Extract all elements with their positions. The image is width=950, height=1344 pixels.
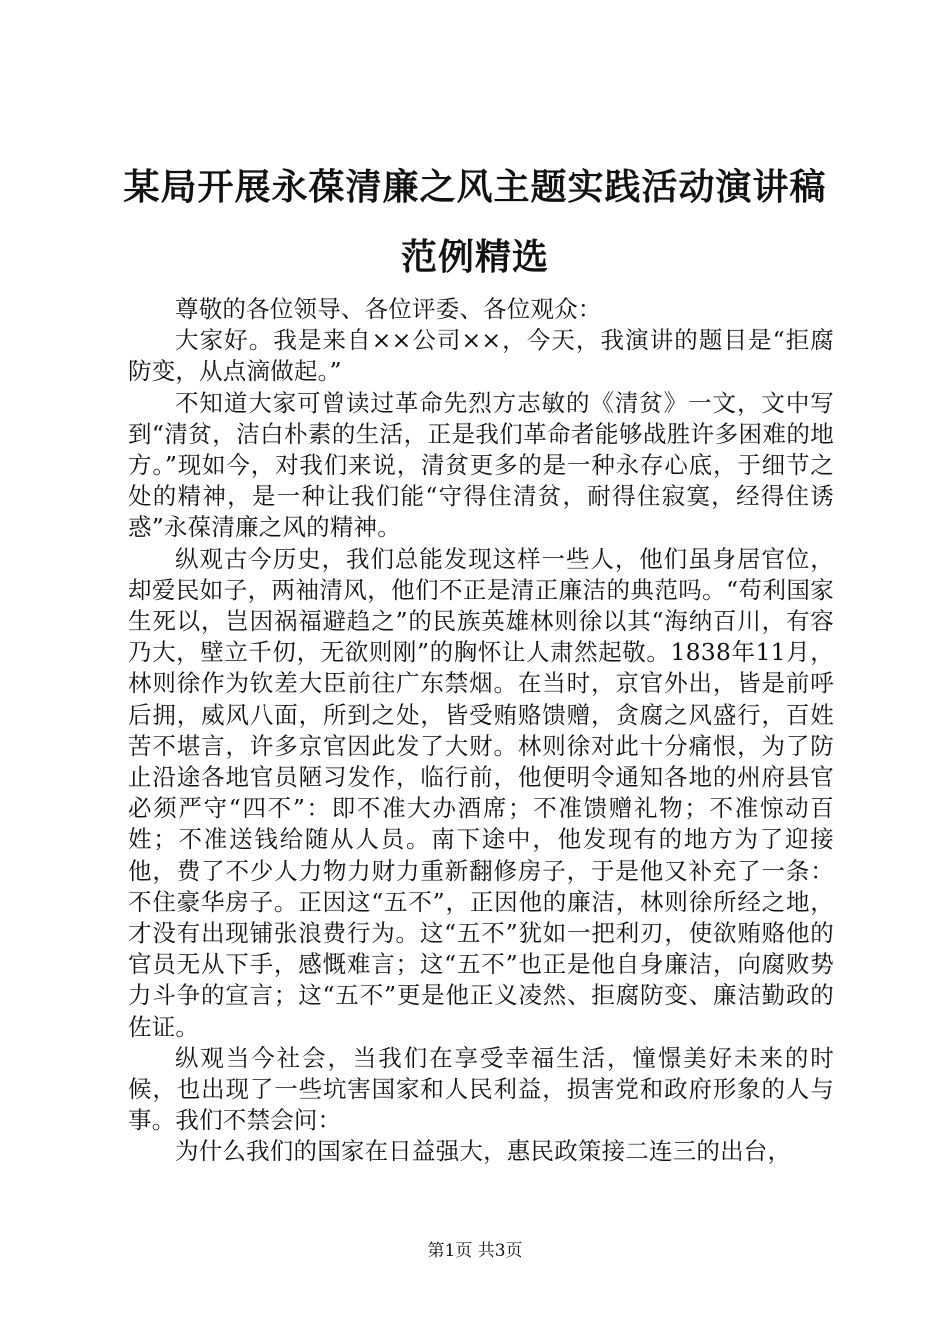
- paragraph-qingpin: 不知道大家可曾读过革命先烈方志敏的《清贫》一文，文中写到“清贫，洁白朴素的生活，正是我们革命者能够战胜许多困难的地方。”现如今，对我们来说，清贫更多的是一种永存心底，于细节之处的精神，是一种让我们能“守得住清贫，耐得住寂寞，经得住诱惑”永葆清廉之风的精神。: [128, 388, 834, 542]
- paragraph-greeting: 大家好。我是来自××公司××，今天，我演讲的题目是“拒腐防变，从点滴做起。”: [128, 326, 834, 386]
- paragraph-society: 纵观当今社会，当我们在享受幸福生活，憧憬美好未来的时候，也出现了一些坑害国家和人民利益，损害党和政府形象的人与事。我们不禁会问：: [128, 1043, 834, 1135]
- paragraph-history: 纵观古今历史，我们总能发现这样一些人，他们虽身居官位，却爱民如子，两袖清风，他们不正是清正廉洁的典范吗。“苟利国家生死以，岂因祸福避趋之”的民族英雄林则徐以其“海纳百川，有容乃大，壁立千仞，无欲则刚”的胸怀让人肃然起敬。1838年11月，林则徐作为钦差大臣前往广东禁烟。在当时，京官外出，皆是前呼后拥，威风八面，所到之处，皆受贿赂馈赠，贪腐之风盛行，百姓苦不堪言，许多京官因此发了大财。林则徐对此十分痛恨，为了防止沿途各地官员陋习发作，临行前，他便明令通知各地的州府县官必须严守“四不”：即不准大办酒席；不准馈赠礼物；不准惊动百姓；不准送钱给随从人员。南下途中，他发现有的地方为了迎接他，费了不少人力物力财力重新翻修房子，于是他又补充了一条：不住豪华房子。正因这“五不”，正因他的廉洁，林则徐所经之地，才没有出现铺张浪费行为。这“五不”犹如一把利刃，使欲贿赂他的官员无从下手，感慨难言；这“五不”也正是他自身廉洁，向腐败势力斗争的宣言；这“五不”更是他正义凌然、拒腐防变、廉洁勤政的佐证。: [128, 544, 834, 1041]
- page-footer: 第1页 共3页: [427, 1241, 523, 1261]
- paragraph-salutation: 尊敬的各位领导、各位评委、各位观众：: [175, 295, 602, 323]
- paragraph-question: 为什么我们的国家在日益强大，惠民政策接二连三的出台，: [175, 1137, 792, 1166]
- document-title: 某局开展永葆清廉之风主题实践活动演讲稿范例精选: [123, 166, 827, 278]
- document-body: [128, 294, 834, 1168]
